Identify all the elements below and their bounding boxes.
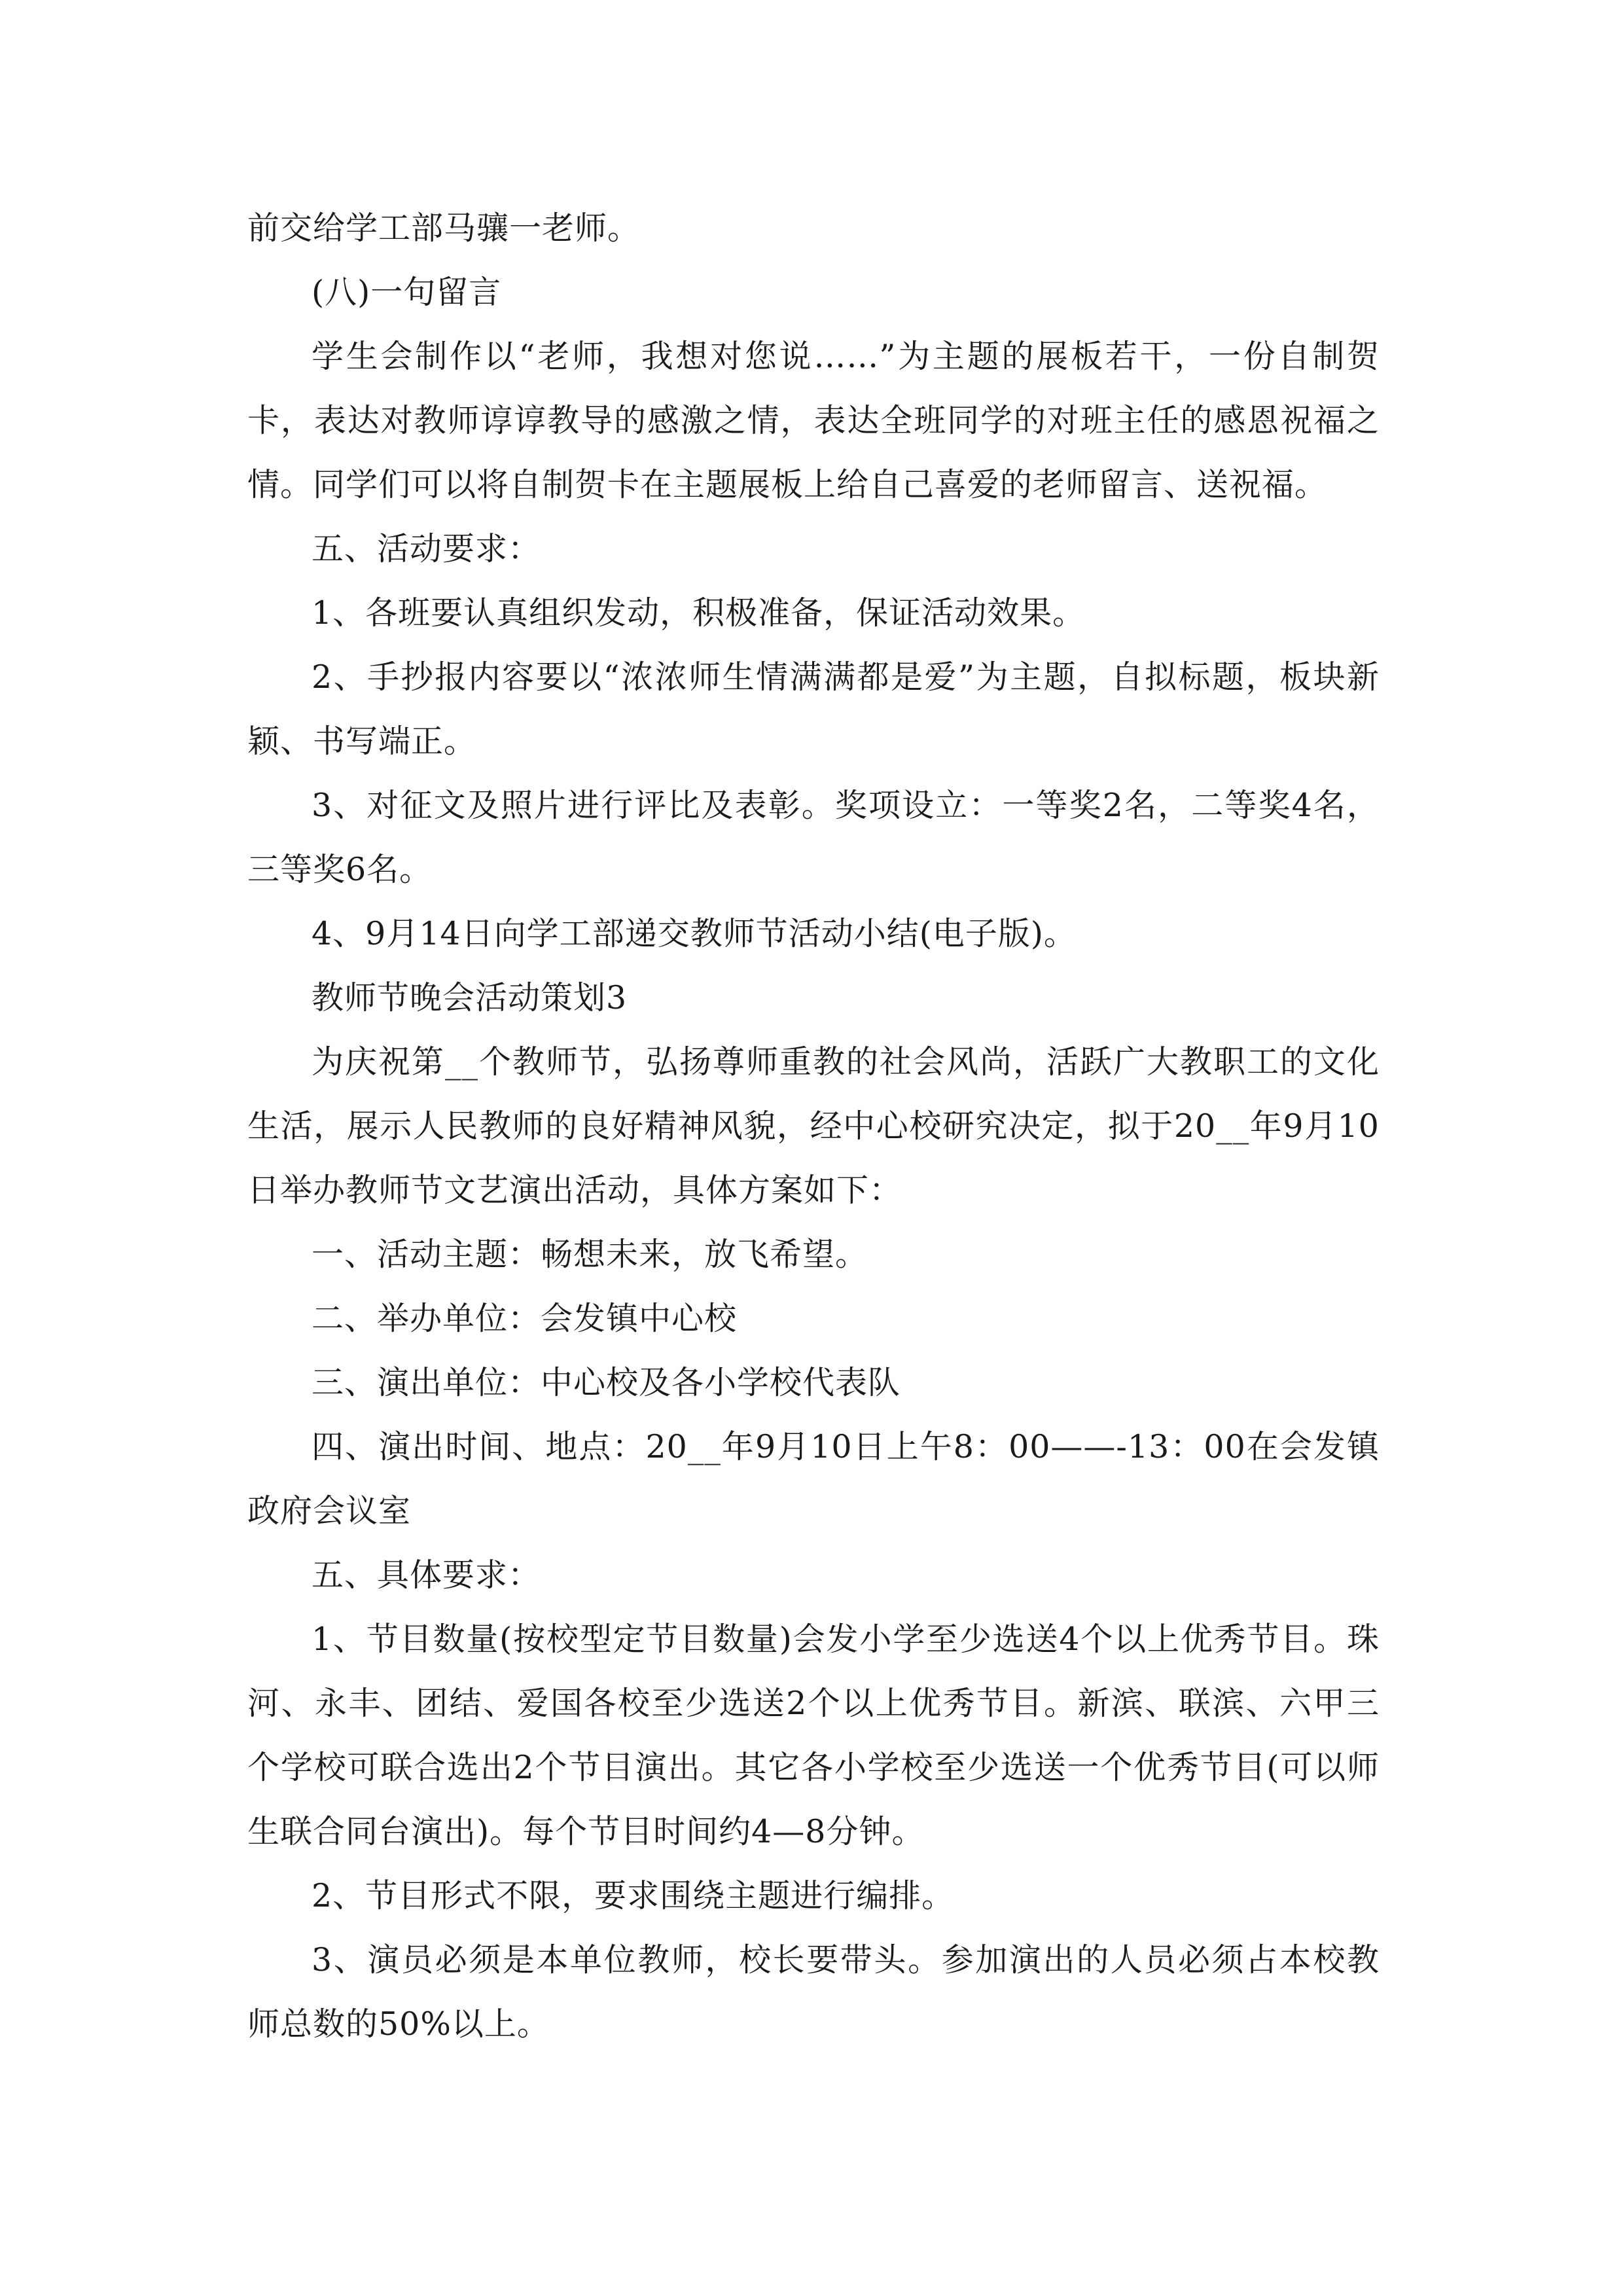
section-heading: 三、演出单位：中心校及各小学校代表队 — [312, 1364, 901, 1401]
section-heading: 二、举办单位：会发镇中心校 — [312, 1300, 738, 1337]
list-item: 3、对征文及照片进行评比及表彰。奖项设立：一等奖2名，二等奖4名，三等奖6名。 — [247, 787, 1380, 888]
list-item: 1、节目数量(按校型定节目数量)会发小学至少选送4个以上优秀节目。珠河、永丰、团结、爱国各校至少选送2个以上优秀节目。新滨、联滨、六甲三个学校可联合选出2个节目演出。其它各小学校至少选送一个优秀节目(可以师生联合同台演出)。每个节目时间约4—8分钟。 — [247, 1621, 1380, 1850]
paragraph: 前交给学工部马骧一老师。 — [247, 209, 641, 247]
list-item: 3、演员必须是本单位教师，校长要带头。参加演出的人员必须占本校教师总数的50%以上。 — [247, 1941, 1380, 2043]
list-item: 4、9月14日向学工部递交教师节活动小结(电子版)。 — [312, 915, 1077, 952]
list-item: 1、各班要认真组织发动，积极准备，保证活动效果。 — [312, 594, 1086, 632]
list-item: 2、手抄报内容要以“浓浓师生情满满都是爱”为主题，自拟标题，板块新颖、书写端正。 — [247, 658, 1380, 760]
document-body — [247, 196, 1380, 2056]
paragraph: 学生会制作以“老师，我想对您说……”为主题的展板若干，一份自制贺卡，表达对教师谆谆教导的感激之情，表达全班同学的对班主任的感恩祝福之情。同学们可以将自制贺卡在主题展板上给自己喜爱的老师留言、送祝福。 — [247, 338, 1380, 503]
paragraph: 为庆祝第__个教师节，弘扬尊师重教的社会风尚，活跃广大教职工的文化生活，展示人民教师的良好精神风貌，经中心校研究决定，拟于20__年9月10日举办教师节文艺演出活动，具体方案如下： — [247, 1043, 1380, 1209]
section-heading: 一、活动主题：畅想未来，放飞希望。 — [312, 1236, 868, 1273]
document-subtitle: 教师节晚会活动策划3 — [312, 979, 628, 1016]
section-heading: 五、具体要求： — [312, 1556, 541, 1594]
section-heading: 五、活动要求： — [312, 530, 541, 567]
section-heading: (八)一句留言 — [312, 274, 502, 311]
list-item: 2、节目形式不限，要求围绕主题进行编排。 — [312, 1877, 955, 1914]
section-heading: 四、演出时间、地点：20__年9月10日上午8：00——-13：00在会发镇政府会议室 — [247, 1428, 1380, 1530]
